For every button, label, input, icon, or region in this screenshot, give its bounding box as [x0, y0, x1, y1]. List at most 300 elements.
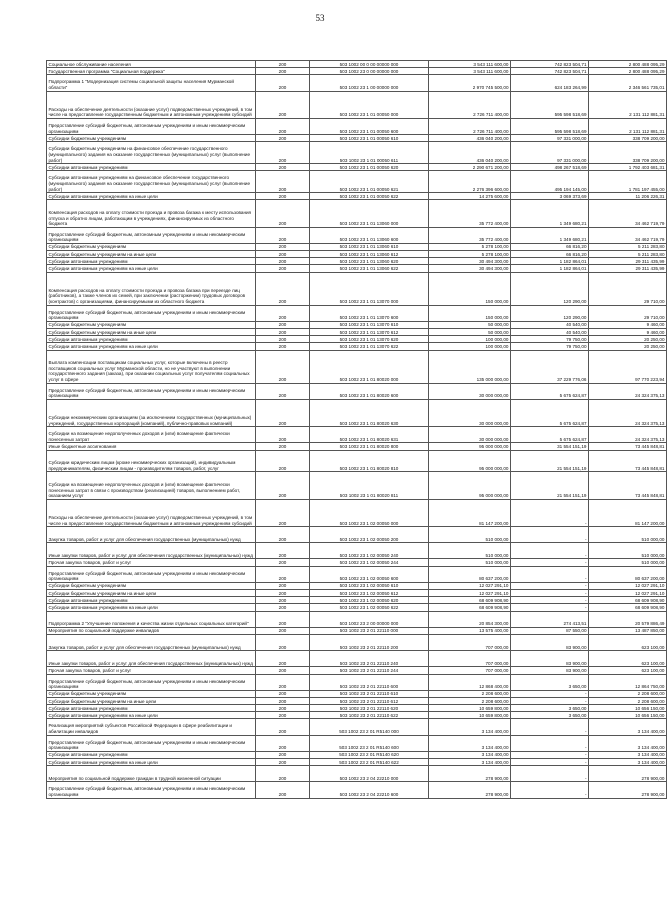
row-executed-amount: 498 267 518,69	[511, 164, 589, 171]
row-classification-code: 503 1002 23 1 02 00050 000	[310, 499, 429, 526]
row-executed-amount: -	[511, 782, 589, 798]
row-classification-code: 503 1002 23 2 01 22110 244	[310, 667, 429, 674]
row-line-code: 200	[256, 305, 310, 321]
row-name: Субсидии автономным учреждениям на иные цели	[47, 712, 256, 719]
row-approved-amount: 5 278 100,00	[429, 243, 511, 250]
row-approved-amount: 3 134 400,00	[429, 759, 511, 766]
table-row	[47, 450, 667, 472]
row-approved-amount: 707 000,00	[429, 651, 511, 667]
page-number: 53	[315, 13, 325, 23]
row-approved-amount: 2 208 600,00	[429, 690, 511, 697]
table-row	[47, 766, 667, 782]
row-unexecuted-amount: 29 710,00	[589, 305, 667, 321]
table-row	[47, 667, 667, 674]
table-row	[47, 118, 667, 134]
row-name: Субсидии бюджетным учреждениям на финансовое обеспечение государственного (муниципального) задания на оказание государственных (муниципальных) услуг (выполнение работ)	[47, 142, 256, 164]
row-name: Иные бюджетные ассигнования	[47, 443, 256, 450]
row-name: Социальное обслуживание населения	[47, 61, 256, 68]
table-row	[47, 258, 667, 265]
row-line-code: 200	[256, 543, 310, 559]
row-executed-amount: -	[511, 543, 589, 559]
row-classification-code: 503 1002 23 1 01 00050 611	[310, 142, 429, 164]
row-classification-code: 503 1002 23 1 01 13070 000	[310, 272, 429, 305]
row-line-code: 200	[256, 450, 310, 472]
row-line-code: 200	[256, 135, 310, 142]
row-approved-amount: 95 000 000,00	[429, 443, 511, 450]
row-executed-amount: -	[511, 590, 589, 597]
row-unexecuted-amount: 9 460,00	[589, 329, 667, 336]
row-name: Закупка товаров, работ и услуг для обеспечения государственных (муниципальных) нужд	[47, 634, 256, 650]
table-row	[47, 243, 667, 250]
row-approved-amount: 50 000,00	[429, 329, 511, 336]
row-unexecuted-amount: 24 324 375,13	[589, 427, 667, 443]
table-row	[47, 634, 667, 650]
row-executed-amount: 1 349 680,21	[511, 227, 589, 243]
table-row	[47, 321, 667, 328]
row-executed-amount: 66 816,20	[511, 243, 589, 250]
row-approved-amount: 278 900,00	[429, 782, 511, 798]
row-unexecuted-amount: 3 134 400,00	[589, 735, 667, 751]
row-unexecuted-amount: 12 027 291,10	[589, 582, 667, 589]
row-classification-code: 503 1002 23 2 04 22210 000	[310, 766, 429, 782]
row-line-code: 200	[256, 782, 310, 798]
row-unexecuted-amount: 29 311 435,99	[589, 258, 667, 265]
row-unexecuted-amount: 80 637 200,00	[589, 566, 667, 582]
table-row	[47, 735, 667, 751]
row-name: Реализация мероприятий субъектов Российской Федерации в сфере реабилитации и абилитации инвалидов	[47, 719, 256, 735]
table-row	[47, 399, 667, 426]
row-line-code: 200	[256, 566, 310, 582]
row-classification-code: 503 1002 23 1 01 80020 000	[310, 350, 429, 383]
row-approved-amount: 35 772 400,00	[429, 227, 511, 243]
row-unexecuted-amount: 2 346 561 735,01	[589, 75, 667, 91]
row-executed-amount: 274 413,51	[511, 611, 589, 627]
row-classification-code: 503 1002 23 2 04 22210 600	[310, 782, 429, 798]
row-line-code: 200	[256, 171, 310, 193]
row-approved-amount: 707 000,00	[429, 634, 511, 650]
row-unexecuted-amount: 10 656 150,00	[589, 712, 667, 719]
row-name: Субсидии автономным учреждениям	[47, 258, 256, 265]
row-name: Выплата компенсации поставщикам социальных услуг, которые включены в реестр поставщиков социальных услуг Мурманской области, но не участвуют в выполнении государственного задания (заказа), при оказании социальных услуг получателям социальных услуг в сфере	[47, 350, 256, 383]
row-unexecuted-amount: 13 487 850,00	[589, 627, 667, 634]
table-row	[47, 712, 667, 719]
table-row	[47, 627, 667, 634]
row-classification-code: 503 1002 23 2 00 00000 000	[310, 611, 429, 627]
table-row	[47, 164, 667, 171]
row-name: Субсидии некоммерческим организациям (за исключением государственных (муниципальных) учреждений, государственных корпораций (компаний), публично-правовых компаний)	[47, 399, 256, 426]
row-classification-code: 503 1002 23 1 00 00000 000	[310, 75, 429, 91]
row-unexecuted-amount: 20 250,00	[589, 343, 667, 350]
row-executed-amount: 21 554 151,19	[511, 472, 589, 499]
row-approved-amount: 436 040 200,00	[429, 135, 511, 142]
table-row	[47, 697, 667, 704]
row-approved-amount: 510 000,00	[429, 559, 511, 566]
row-name: Мероприятия по социальной поддержке инвалидов	[47, 627, 256, 634]
row-classification-code: 503 1002 23 1 01 13060 620	[310, 258, 429, 265]
row-classification-code: 503 1002 23 1 01 00050 610	[310, 135, 429, 142]
table-row	[47, 251, 667, 258]
row-name: Прочая закупка товаров, работ и услуг	[47, 667, 256, 674]
row-approved-amount: 150 000,00	[429, 272, 511, 305]
row-line-code: 200	[256, 690, 310, 697]
table-row	[47, 193, 667, 200]
row-unexecuted-amount: 2 800 488 095,29	[589, 68, 667, 75]
row-classification-code: 503 1002 23 1 01 00050 621	[310, 171, 429, 193]
row-line-code: 200	[256, 627, 310, 634]
row-unexecuted-amount: 338 709 200,00	[589, 135, 667, 142]
row-classification-code: 503 1002 23 2 01 22110 622	[310, 712, 429, 719]
table-row	[47, 350, 667, 383]
row-line-code: 200	[256, 712, 310, 719]
row-line-code: 200	[256, 68, 310, 75]
row-approved-amount: 12 027 291,10	[429, 590, 511, 597]
row-name: Субсидии бюджетным учреждениям	[47, 135, 256, 142]
row-classification-code: 503 1002 23 1 01 00050 000	[310, 91, 429, 118]
row-classification-code: 503 1002 23 2 01 R5140 620	[310, 751, 429, 758]
row-line-code: 200	[256, 251, 310, 258]
row-line-code: 200	[256, 766, 310, 782]
row-approved-amount: 50 000,00	[429, 321, 511, 328]
row-classification-code: 503 1002 23 1 01 80020 800	[310, 443, 429, 450]
row-classification-code: 503 1002 23 1 01 13070 612	[310, 329, 429, 336]
row-approved-amount: 30 000 000,00	[429, 427, 511, 443]
row-approved-amount: 12 027 291,10	[429, 582, 511, 589]
row-unexecuted-amount: 73 445 848,81	[589, 450, 667, 472]
row-executed-amount: -	[511, 527, 589, 543]
row-name: Прочая закупка товаров, работ и услуг	[47, 559, 256, 566]
row-approved-amount: 707 000,00	[429, 667, 511, 674]
row-classification-code: 503 1002 23 1 02 00050 622	[310, 604, 429, 611]
table-row	[47, 227, 667, 243]
row-line-code: 200	[256, 759, 310, 766]
row-line-code: 200	[256, 634, 310, 650]
row-approved-amount: 3 134 400,00	[429, 719, 511, 735]
row-name: Субсидии автономным учреждениям	[47, 336, 256, 343]
row-classification-code: 503 1002 23 1 02 00050 612	[310, 590, 429, 597]
row-name: Субсидии автономным учреждениям	[47, 597, 256, 604]
row-classification-code: 503 1002 23 1 01 13070 600	[310, 305, 429, 321]
table-row	[47, 383, 667, 399]
table-row	[47, 75, 667, 91]
budget-table	[46, 60, 667, 799]
row-executed-amount: 3 069 373,69	[511, 193, 589, 200]
row-line-code: 200	[256, 272, 310, 305]
row-unexecuted-amount: 73 445 848,81	[589, 472, 667, 499]
row-unexecuted-amount: 1 781 197 455,00	[589, 171, 667, 193]
row-line-code: 200	[256, 383, 310, 399]
row-approved-amount: 278 900,00	[429, 766, 511, 782]
row-unexecuted-amount: 338 709 200,00	[589, 142, 667, 164]
row-classification-code: 503 1002 23 1 02 00050 244	[310, 559, 429, 566]
row-name: Субсидии автономным учреждениям	[47, 751, 256, 758]
table-row	[47, 651, 667, 667]
row-classification-code: 503 1002 23 1 02 00050 200	[310, 527, 429, 543]
table-row	[47, 759, 667, 766]
row-executed-amount: 5 675 624,87	[511, 383, 589, 399]
row-executed-amount: -	[511, 582, 589, 589]
table-row	[47, 751, 667, 758]
row-unexecuted-amount: 2 131 112 881,31	[589, 118, 667, 134]
row-name: Субсидии автономным учреждениям на иные цели	[47, 265, 256, 272]
row-executed-amount: 3 650,00	[511, 705, 589, 712]
row-line-code: 200	[256, 61, 310, 68]
row-approved-amount: 95 000 000,00	[429, 450, 511, 472]
row-unexecuted-amount: 278 900,00	[589, 766, 667, 782]
row-classification-code: 503 1002 23 1 01 13070 622	[310, 343, 429, 350]
row-unexecuted-amount: 2 208 600,00	[589, 690, 667, 697]
row-classification-code: 503 1002 23 2 01 R5140 622	[310, 759, 429, 766]
row-line-code: 200	[256, 329, 310, 336]
table-row	[47, 611, 667, 627]
row-name: Иные закупки товаров, работ и услуг для обеспечения государственных (муниципальных) нужд	[47, 543, 256, 559]
row-line-code: 200	[256, 142, 310, 164]
row-unexecuted-amount: 68 609 908,90	[589, 597, 667, 604]
table-row	[47, 135, 667, 142]
row-classification-code: 503 1002 23 1 01 80020 631	[310, 427, 429, 443]
row-approved-amount: 13 575 400,00	[429, 627, 511, 634]
row-classification-code: 503 1002 23 1 02 00050 610	[310, 582, 429, 589]
row-classification-code: 503 1002 23 2 01 22110 200	[310, 634, 429, 650]
row-name: Предоставление субсидий бюджетным, автономным учреждениям и иным некоммерческим организациям	[47, 383, 256, 399]
row-approved-amount: 68 609 908,90	[429, 597, 511, 604]
row-name: Субсидии бюджетным учреждениям	[47, 582, 256, 589]
row-executed-amount: -	[511, 766, 589, 782]
row-classification-code: 503 1002 23 2 01 22110 620	[310, 705, 429, 712]
row-name: Предоставление субсидий бюджетным, автономным учреждениям и иным некоммерческим организациям	[47, 566, 256, 582]
row-approved-amount: 3 134 400,00	[429, 751, 511, 758]
row-name: Субсидии на возмещение недополученных доходов и (или) возмещение фактически понесенных затрат	[47, 427, 256, 443]
table-row	[47, 674, 667, 690]
budget-table-body	[47, 61, 667, 799]
row-name: Субсидии автономным учреждениям на иные цели	[47, 343, 256, 350]
row-approved-amount: 100 000,00	[429, 336, 511, 343]
table-row	[47, 91, 667, 118]
row-name: Субсидии автономным учреждениям на финансовое обеспечение государственного (муниципального) задания на оказание государственных (муниципальных) услуг (выполнение работ)	[47, 171, 256, 193]
row-unexecuted-amount: 2 208 600,00	[589, 697, 667, 704]
row-line-code: 200	[256, 227, 310, 243]
row-line-code: 200	[256, 735, 310, 751]
row-executed-amount: 1 349 680,21	[511, 200, 589, 227]
row-classification-code: 503 1002 23 1 01 13070 620	[310, 336, 429, 343]
row-name: Государственная программа "Социальная поддержка"	[47, 68, 256, 75]
row-approved-amount: 35 772 400,00	[429, 200, 511, 227]
row-executed-amount: 595 598 518,69	[511, 118, 589, 134]
row-approved-amount: 2 726 711 400,00	[429, 118, 511, 134]
row-executed-amount: 1 182 864,01	[511, 258, 589, 265]
table-row	[47, 272, 667, 305]
row-unexecuted-amount: 11 206 226,31	[589, 193, 667, 200]
row-approved-amount: 95 000 000,00	[429, 472, 511, 499]
row-executed-amount: 31 554 151,19	[511, 443, 589, 450]
row-classification-code: 503 1002 23 1 01 80020 810	[310, 450, 429, 472]
row-executed-amount: 624 183 264,99	[511, 75, 589, 91]
table-row	[47, 142, 667, 164]
row-name: Закупка товаров, работ и услуг для обеспечения государственных (муниципальных) нужд	[47, 527, 256, 543]
row-unexecuted-amount: 68 609 908,90	[589, 604, 667, 611]
row-line-code: 200	[256, 336, 310, 343]
row-classification-code: 503 1002 23 1 01 00050 622	[310, 193, 429, 200]
row-unexecuted-amount: 9 460,00	[589, 321, 667, 328]
row-name: Субсидии бюджетным учреждениям на иные цели	[47, 251, 256, 258]
row-name: Расходы на обеспечение деятельности (оказание услуг) подведомственных учреждений, в том числе на предоставление государственным бюджетным и автономным учреждениям субсидий	[47, 91, 256, 118]
row-approved-amount: 81 147 200,00	[429, 499, 511, 526]
row-approved-amount: 30 000 000,00	[429, 383, 511, 399]
row-line-code: 200	[256, 527, 310, 543]
row-unexecuted-amount: 10 656 150,00	[589, 705, 667, 712]
row-line-code: 200	[256, 343, 310, 350]
row-name: Субсидии автономным учреждениям на иные цели	[47, 604, 256, 611]
row-executed-amount: 742 823 504,71	[511, 68, 589, 75]
row-approved-amount: 3 134 400,00	[429, 735, 511, 751]
table-row	[47, 329, 667, 336]
row-unexecuted-amount: 29 311 435,99	[589, 265, 667, 272]
table-row	[47, 443, 667, 450]
row-unexecuted-amount: 20 250,00	[589, 336, 667, 343]
row-executed-amount: -	[511, 690, 589, 697]
row-approved-amount: 5 278 100,00	[429, 251, 511, 258]
row-name: Предоставление субсидий бюджетным, автономным учреждениям и иным некоммерческим организациям	[47, 227, 256, 243]
row-name: Субсидии на возмещение недополученных доходов и (или) возмещение фактически понесенных затрат в связи с производством (реализацией) товаров, выполнением работ, оказанием услуг	[47, 472, 256, 499]
table-row	[47, 597, 667, 604]
row-name: Субсидии бюджетным учреждениям	[47, 690, 256, 697]
row-name: Расходы на обеспечение деятельности (оказание услуг) подведомственных учреждений, в том числе на предоставление государственным бюджетным и автономным учреждениям субсидий	[47, 499, 256, 526]
row-classification-code: 503 1002 23 2 01 22110 600	[310, 674, 429, 690]
row-executed-amount: -	[511, 751, 589, 758]
row-approved-amount: 2 276 396 600,00	[429, 171, 511, 193]
table-row	[47, 61, 667, 68]
row-line-code: 200	[256, 91, 310, 118]
table-row	[47, 705, 667, 712]
row-line-code: 200	[256, 697, 310, 704]
row-unexecuted-amount: 623 100,00	[589, 651, 667, 667]
row-executed-amount: -	[511, 499, 589, 526]
row-classification-code: 503 1002 23 2 01 22110 612	[310, 697, 429, 704]
table-row	[47, 472, 667, 499]
row-approved-amount: 2 208 600,00	[429, 697, 511, 704]
row-executed-amount: 21 554 151,19	[511, 450, 589, 472]
row-approved-amount: 12 868 400,00	[429, 674, 511, 690]
row-classification-code: 503 1002 23 2 01 22110 240	[310, 651, 429, 667]
row-name: Субсидии автономным учреждениям на иные цели	[47, 193, 256, 200]
row-unexecuted-amount: 623 100,00	[589, 634, 667, 650]
row-name: Мероприятия по социальной поддержке граждан в трудной жизненной ситуации	[47, 766, 256, 782]
row-executed-amount: -	[511, 566, 589, 582]
row-approved-amount: 10 659 800,00	[429, 705, 511, 712]
table-row	[47, 719, 667, 735]
row-line-code: 200	[256, 258, 310, 265]
row-approved-amount: 68 609 908,90	[429, 604, 511, 611]
row-executed-amount: 495 194 145,00	[511, 171, 589, 193]
row-executed-amount: 97 331 000,00	[511, 135, 589, 142]
row-line-code: 200	[256, 651, 310, 667]
row-unexecuted-amount: 81 147 200,00	[589, 499, 667, 526]
row-classification-code: 503 1002 23 1 01 00050 600	[310, 118, 429, 134]
row-name: Предоставление субсидий бюджетным, автономным учреждениям и иным некоммерческим организациям	[47, 735, 256, 751]
row-line-code: 200	[256, 559, 310, 566]
row-unexecuted-amount: 5 211 283,80	[589, 251, 667, 258]
row-classification-code: 503 1002 23 1 01 13060 610	[310, 243, 429, 250]
row-name: Субсидии бюджетным учреждениям на иные цели	[47, 590, 256, 597]
row-approved-amount: 100 000,00	[429, 343, 511, 350]
row-line-code: 200	[256, 472, 310, 499]
row-approved-amount: 510 000,00	[429, 543, 511, 559]
row-unexecuted-amount: 3 134 400,00	[589, 759, 667, 766]
table-row	[47, 171, 667, 193]
row-name: Субсидии бюджетным учреждениям	[47, 321, 256, 328]
row-classification-code: 503 1002 00 0 00 00000 000	[310, 61, 429, 68]
table-row	[47, 68, 667, 75]
row-line-code: 200	[256, 582, 310, 589]
row-line-code: 200	[256, 674, 310, 690]
table-row	[47, 690, 667, 697]
row-approved-amount: 30 494 300,00	[429, 258, 511, 265]
row-line-code: 200	[256, 499, 310, 526]
row-unexecuted-amount: 3 134 400,00	[589, 751, 667, 758]
row-approved-amount: 436 040 200,00	[429, 142, 511, 164]
row-executed-amount: -	[511, 719, 589, 735]
table-row	[47, 604, 667, 611]
row-classification-code: 503 1002 23 1 01 80020 600	[310, 383, 429, 399]
row-line-code: 200	[256, 193, 310, 200]
row-unexecuted-amount: 1 792 403 681,31	[589, 164, 667, 171]
row-approved-amount: 150 000,00	[429, 305, 511, 321]
row-executed-amount: 66 816,20	[511, 251, 589, 258]
row-unexecuted-amount: 623 100,00	[589, 667, 667, 674]
row-line-code: 200	[256, 597, 310, 604]
row-executed-amount: 5 675 624,87	[511, 399, 589, 426]
row-unexecuted-amount: 510 000,00	[589, 559, 667, 566]
row-executed-amount: 79 750,00	[511, 336, 589, 343]
table-row	[47, 559, 667, 566]
row-line-code: 200	[256, 243, 310, 250]
row-approved-amount: 135 000 000,00	[429, 350, 511, 383]
row-unexecuted-amount: 510 000,00	[589, 527, 667, 543]
row-name: Субсидии автономным учреждениям на иные цели	[47, 759, 256, 766]
row-unexecuted-amount: 20 579 886,49	[589, 611, 667, 627]
row-executed-amount: 5 675 624,87	[511, 427, 589, 443]
row-line-code: 200	[256, 164, 310, 171]
row-line-code: 200	[256, 719, 310, 735]
table-row	[47, 590, 667, 597]
row-classification-code: 503 1002 23 2 01 R5140 600	[310, 735, 429, 751]
row-approved-amount: 30 494 300,00	[429, 265, 511, 272]
row-name: Компенсация расходов на оплату стоимости проезда и провоза багажа к месту использования отпуска и обратно лицам, работающим в учреждениях, финансируемых из областного бюджета	[47, 200, 256, 227]
row-approved-amount: 30 000 000,00	[429, 399, 511, 426]
row-approved-amount: 3 543 111 600,00	[429, 68, 511, 75]
row-name: Предоставление субсидий бюджетным, автономным учреждениям и иным некоммерческим организациям	[47, 674, 256, 690]
row-line-code: 200	[256, 590, 310, 597]
row-unexecuted-amount: 12 864 750,00	[589, 674, 667, 690]
row-unexecuted-amount: 3 134 400,00	[589, 719, 667, 735]
row-executed-amount: 1 182 864,01	[511, 265, 589, 272]
table-row	[47, 527, 667, 543]
row-executed-amount: 97 331 000,00	[511, 142, 589, 164]
row-name: Субсидии бюджетным учреждениям на иные цели	[47, 329, 256, 336]
row-approved-amount: 14 275 600,00	[429, 193, 511, 200]
row-classification-code: 503 1002 23 2 01 22110 610	[310, 690, 429, 697]
row-executed-amount: 120 290,00	[511, 305, 589, 321]
row-classification-code: 503 1002 23 1 01 13060 000	[310, 200, 429, 227]
row-unexecuted-amount: 24 324 375,13	[589, 399, 667, 426]
row-unexecuted-amount: 510 000,00	[589, 543, 667, 559]
row-executed-amount: 742 823 504,71	[511, 61, 589, 68]
row-approved-amount: 10 659 800,00	[429, 712, 511, 719]
row-classification-code: 503 1002 23 1 02 00050 600	[310, 566, 429, 582]
row-name: Субсидии бюджетным учреждениям на иные цели	[47, 697, 256, 704]
row-unexecuted-amount: 34 462 719,79	[589, 227, 667, 243]
row-executed-amount: 83 900,00	[511, 651, 589, 667]
row-classification-code: 503 1002 23 1 01 13060 612	[310, 251, 429, 258]
